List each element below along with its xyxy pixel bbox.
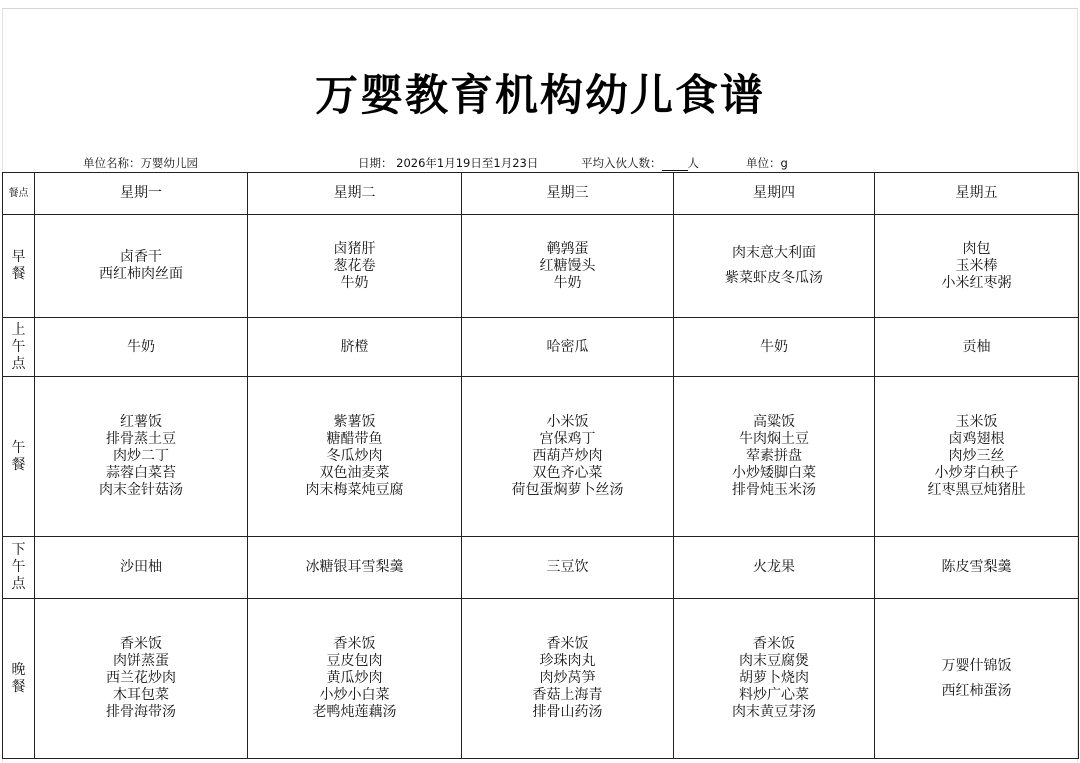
- breakfast-row: [3, 215, 1079, 318]
- dish-item: 紫薯饭: [333, 414, 376, 430]
- meal-label: [3, 537, 35, 599]
- dish-item: 牛肉焖土豆: [739, 431, 809, 447]
- menu-cell: [875, 537, 1079, 599]
- day-header: 星期五: [875, 173, 1079, 215]
- morning-snack-row: [3, 318, 1079, 377]
- meal-label-char: 午: [11, 559, 26, 575]
- dish-item: 西兰花炒肉: [106, 670, 176, 686]
- dish-item: 哈密瓜: [546, 338, 589, 355]
- dish-item: 红糖馒头: [539, 257, 596, 274]
- dish-item: 玉米棒: [955, 257, 998, 274]
- menu-cell: [462, 377, 674, 537]
- menu-cell: [462, 215, 674, 318]
- line-gap: [875, 675, 1078, 683]
- dish-item: 香菇上海青: [532, 687, 603, 703]
- header-row: [3, 173, 1079, 215]
- menu-cell: [674, 318, 875, 377]
- dish-item: 排骨炖玉米汤: [732, 482, 816, 498]
- dish-item: 高粱饭: [753, 414, 795, 430]
- dish-item: 贡柚: [962, 338, 991, 355]
- dish-item: 肉末意大利面: [732, 245, 816, 261]
- menu-cell: [35, 377, 248, 537]
- dish-item: 小米饭: [546, 414, 589, 430]
- meal-label-char: 午: [11, 439, 26, 456]
- meal-label-char: 点: [11, 576, 26, 592]
- menu-cell: [35, 215, 248, 318]
- menu-cell: [875, 377, 1079, 537]
- dish-item: 豆皮包肉: [326, 653, 383, 669]
- dish-item: 排骨山药汤: [532, 704, 603, 720]
- headcount: [581, 155, 699, 171]
- dish-item: 珍珠肉丸: [539, 653, 596, 669]
- meal-label-char: 上: [11, 321, 26, 338]
- dish-item: 荤素拼盘: [746, 448, 802, 464]
- dish-item: 宫保鸡丁: [539, 431, 596, 447]
- date-range: 日期： 2026年1月19日至1月23日: [358, 156, 539, 170]
- measure-unit: 单位：g: [746, 156, 788, 170]
- meal-label-char: 餐: [11, 678, 26, 695]
- dish-item: 料炒广心菜: [739, 687, 809, 703]
- dish-item: 排骨蒸土豆: [106, 431, 176, 447]
- menu-table: [2, 172, 1079, 759]
- dish-item: 鹌鹑蛋: [546, 240, 589, 257]
- dish-item: 红枣黑豆炖猪肚: [927, 482, 1026, 498]
- dish-item: 香米饭: [753, 636, 795, 652]
- dish-item: 蒜蓉白菜苔: [106, 465, 176, 481]
- menu-cell: [248, 537, 462, 599]
- dish-item: 糖醋带鱼: [326, 431, 383, 447]
- dish-item: 双色齐心菜: [532, 465, 603, 481]
- menu-cell: [875, 318, 1079, 377]
- dish-item: 卤猪肝: [333, 240, 376, 257]
- dish-item: 万婴什锦饭: [941, 657, 1012, 674]
- dish-item: 葱花卷: [333, 257, 376, 274]
- line-gap: [674, 262, 874, 270]
- dinner-row: [3, 599, 1079, 759]
- dish-item: 排骨海带汤: [106, 704, 176, 720]
- dish-item: 卤香干: [120, 249, 162, 265]
- dish-item: 荷包蛋焖萝卜丝汤: [511, 482, 624, 498]
- dish-item: 陈皮雪梨羹: [941, 559, 1012, 575]
- dish-item: 双色油麦菜: [319, 465, 390, 481]
- dish-item: 红薯饭: [120, 414, 162, 430]
- dish-item: 肉饼蒸蛋: [113, 653, 169, 669]
- meal-label: [3, 599, 35, 759]
- dish-item: 肉末豆腐煲: [739, 653, 809, 669]
- dish-item: 火龙果: [753, 559, 795, 575]
- meal-label-char: 餐: [11, 456, 26, 473]
- dish-item: 紫菜虾皮冬瓜汤: [725, 270, 823, 286]
- dish-item: 沙田柚: [120, 559, 162, 575]
- menu-cell: [674, 537, 875, 599]
- meal-label-char: 晚: [11, 661, 26, 678]
- dish-item: 肉包: [962, 240, 991, 257]
- dish-item: 肉末黄豆芽汤: [732, 704, 816, 720]
- menu-cell: [875, 599, 1079, 759]
- dish-item: 黄瓜炒肉: [326, 670, 383, 686]
- dish-item: 牛奶: [340, 274, 369, 291]
- meal-label: [3, 377, 35, 537]
- meal-label: [3, 215, 35, 318]
- menu-cell: [35, 599, 248, 759]
- menu-cell: [35, 537, 248, 599]
- day-header: 星期二: [248, 173, 462, 215]
- dish-item: 肉炒三丝: [948, 448, 1005, 464]
- dish-item: 牛奶: [127, 338, 155, 355]
- dish-item: 卤鸡翅根: [948, 431, 1005, 447]
- headcount-suffix: 人: [687, 156, 699, 170]
- dish-item: 肉炒二丁: [113, 448, 169, 464]
- afternoon-snack-row: [3, 537, 1079, 599]
- menu-cell: [674, 215, 875, 318]
- menu-cell: [674, 599, 875, 759]
- dish-item: 胡萝卜烧肉: [739, 670, 809, 686]
- headcount-blank: [662, 158, 688, 171]
- menu-cell: [248, 318, 462, 377]
- dish-item: 冬瓜炒肉: [326, 448, 383, 464]
- dish-item: 西红柿肉丝面: [99, 266, 183, 282]
- dish-item: 木耳包菜: [113, 687, 169, 703]
- dish-item: 小米红枣粥: [941, 274, 1012, 291]
- dish-item: 三豆饮: [546, 559, 589, 575]
- menu-cell: [248, 377, 462, 537]
- day-header: 星期四: [674, 173, 875, 215]
- menu-cell: [462, 537, 674, 599]
- dish-item: 西葫芦炒肉: [532, 448, 603, 464]
- meal-label-char: 午: [11, 338, 26, 355]
- dish-item: 脐橙: [340, 338, 369, 355]
- dish-item: 老鸭炖莲藕汤: [312, 704, 397, 720]
- meal-label-char: 餐: [11, 266, 26, 282]
- menu-cell: [248, 599, 462, 759]
- meal-label-char: 点: [11, 355, 26, 372]
- dish-item: 香米饭: [546, 636, 589, 652]
- menu-cell: [248, 215, 462, 318]
- dish-item: 香米饭: [120, 636, 162, 652]
- lunch-row: [3, 377, 1079, 537]
- menu-cell: [875, 215, 1079, 318]
- page-title: 万婴教育机构幼儿食谱: [315, 71, 765, 121]
- meal-label-char: 下: [11, 542, 26, 558]
- dish-item: 小炒矮脚白菜: [732, 465, 816, 481]
- menu-cell: [462, 599, 674, 759]
- day-header: 星期三: [462, 173, 674, 215]
- dish-item: 牛奶: [760, 338, 788, 355]
- headcount-label: 平均入伙人数：: [581, 156, 662, 170]
- day-header: 星期一: [35, 173, 248, 215]
- dish-item: 牛奶: [553, 274, 582, 291]
- menu-cell: [462, 318, 674, 377]
- menu-cell: [35, 318, 248, 377]
- meal-label-char: 早: [11, 249, 26, 265]
- dish-item: 西红柿蛋汤: [941, 682, 1012, 699]
- corner-header: 餐点: [3, 173, 35, 215]
- meal-label: [3, 318, 35, 377]
- menu-cell: [674, 377, 875, 537]
- dish-item: 小炒芽白秧子: [934, 465, 1019, 481]
- dish-item: 冰糖银耳雪梨羹: [305, 559, 404, 575]
- dish-item: 玉米饭: [955, 414, 998, 430]
- dish-item: 小炒小白菜: [319, 687, 390, 703]
- dish-item: 肉末梅菜炖豆腐: [305, 482, 404, 498]
- unit-name: 单位名称：万婴幼儿园: [83, 156, 198, 170]
- dish-item: 肉末金针菇汤: [99, 482, 183, 498]
- dish-item: 肉炒莴笋: [539, 670, 596, 686]
- dish-item: 香米饭: [333, 636, 376, 652]
